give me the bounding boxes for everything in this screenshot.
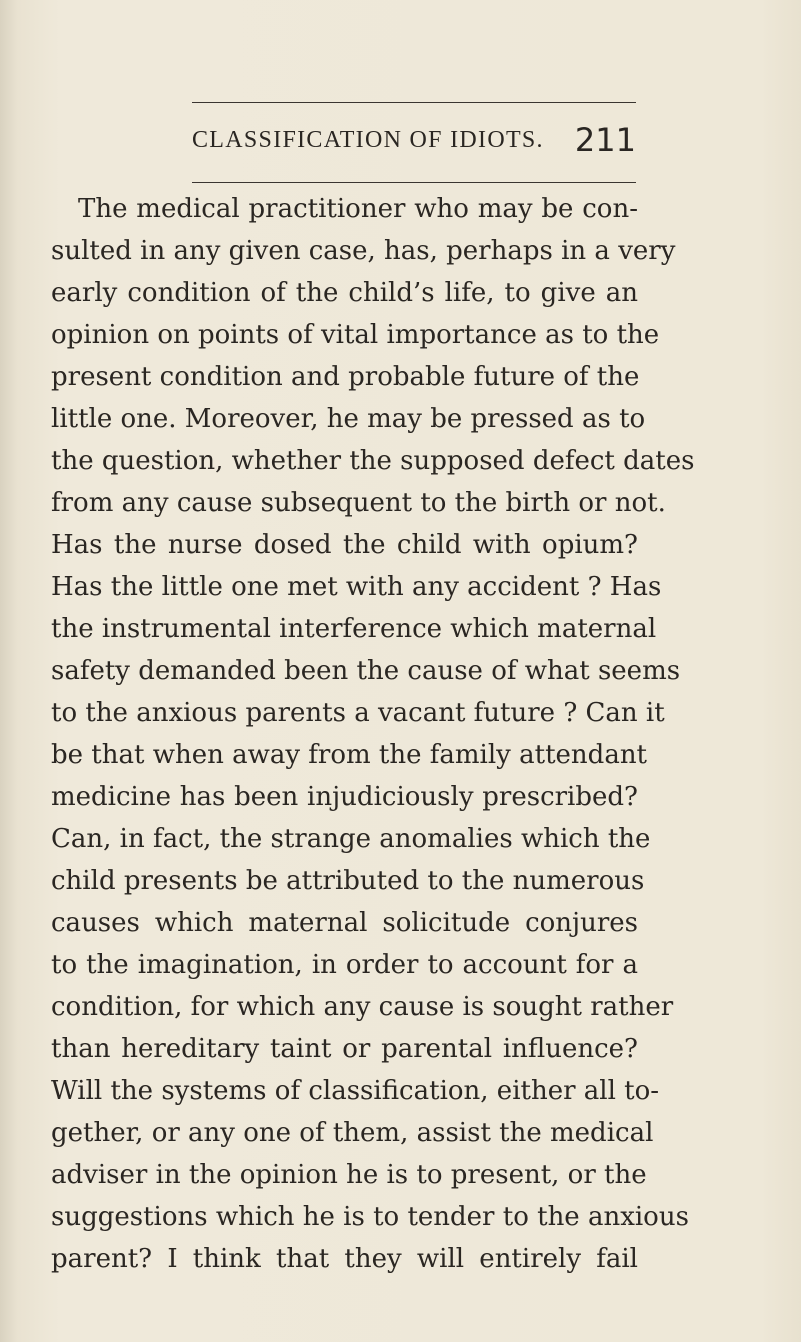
text-line: child presents be attributed to the numerous <box>51 866 645 896</box>
text-line: the instrumental interference which maternal <box>51 614 657 644</box>
text-line: medicine has been injudiciously prescribed? <box>51 782 638 812</box>
page-header <box>192 121 636 164</box>
running-head: CLASSIFICATION OF IDIOTS. <box>192 127 544 153</box>
text-line: Has the nurse dosed the child with opium? <box>51 530 638 560</box>
text-line: Will the systems of classification, either all to- <box>51 1076 660 1106</box>
text-line: present condition and probable future of the <box>51 362 640 392</box>
text-line: safety demanded been the cause of what seems <box>51 656 681 686</box>
text-line: to the imagination, in order to account for a <box>51 950 638 980</box>
page-number: 211 <box>574 121 636 159</box>
header-top-rule <box>192 102 636 103</box>
text-line: opinion on points of vital importance as to the <box>51 320 660 350</box>
text-line: be that when away from the family attendant <box>51 740 648 770</box>
text-line: suggestions which he is to tender to the anxious <box>51 1202 689 1232</box>
text-line: Can, in fact, the strange anomalies which the <box>51 824 651 854</box>
text-line: to the anxious parents a vacant future ? Can it <box>51 698 665 728</box>
text-line: the question, whether the supposed defect dates <box>51 446 695 476</box>
text-line: little one. Moreover, he may be pressed as to <box>51 404 646 434</box>
text-line: from any cause subsequent to the birth or not. <box>51 488 666 518</box>
text-line: The medical practitioner who may be con- <box>78 194 638 224</box>
text-line: parent? I think that they will entirely fail <box>51 1244 638 1274</box>
text-line: Has the little one met with any accident ? Has <box>51 572 662 602</box>
text-line: causes which maternal solicitude conjures <box>51 908 638 938</box>
text-line: early condition of the child’s life, to give an <box>51 278 638 308</box>
header-bottom-rule <box>192 182 636 183</box>
text-line: than hereditary taint or parental influence? <box>51 1034 638 1064</box>
text-line: adviser in the opinion he is to present, or the <box>51 1160 647 1190</box>
text-line: condition, for which any cause is sought rather <box>51 992 674 1022</box>
text-line: gether, or any one of them, assist the medical <box>51 1118 654 1148</box>
text-line: sulted in any given case, has, perhaps in a very <box>51 236 676 266</box>
